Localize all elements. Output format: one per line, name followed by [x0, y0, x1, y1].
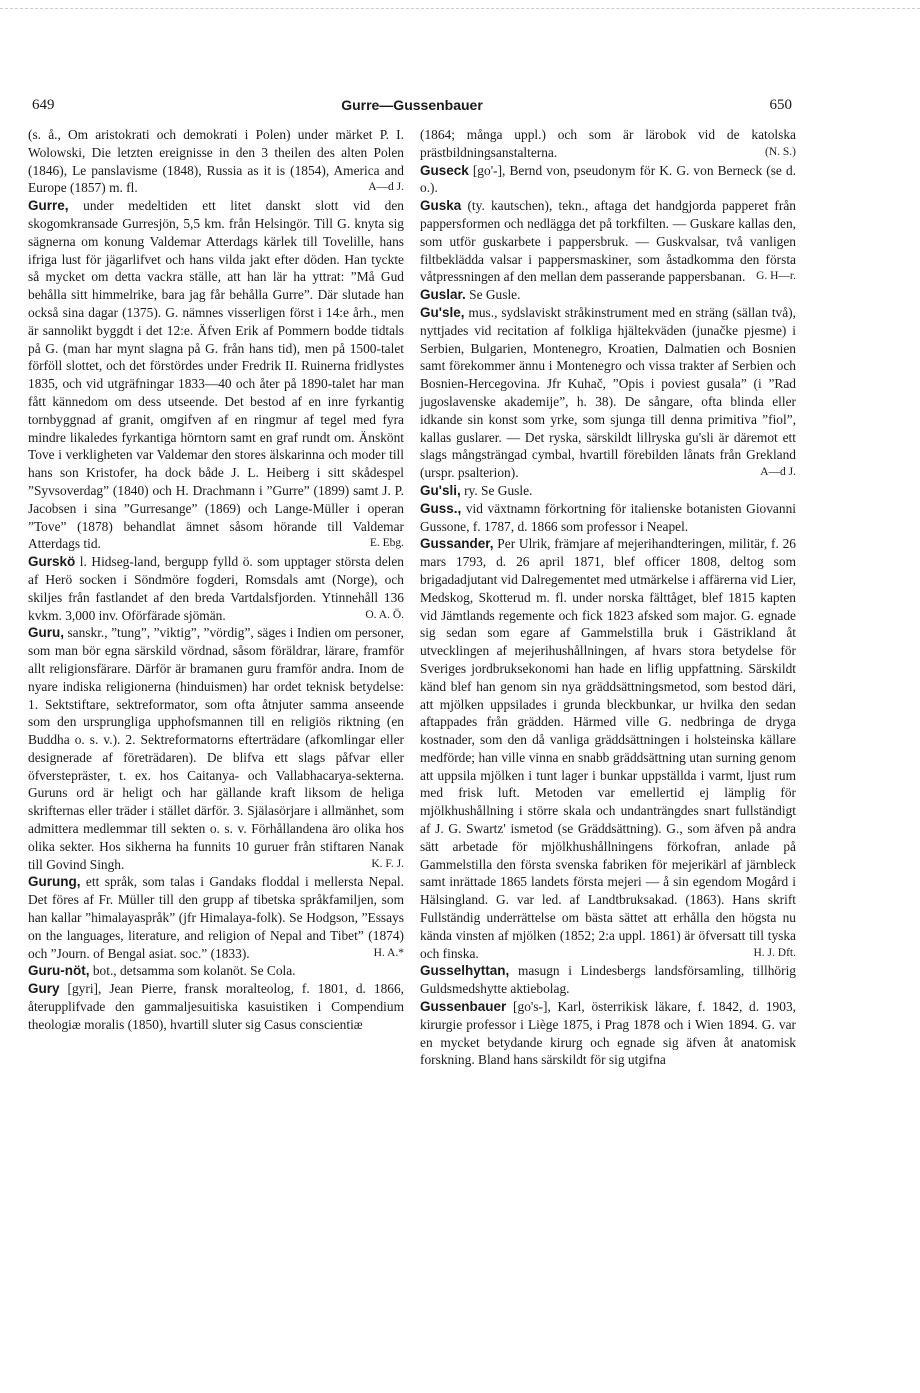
entry-headword: Gury — [28, 981, 60, 997]
entry-headword: Gurskö — [28, 554, 76, 570]
entry-text: [go'-], Bernd von, pseudonym för K. G. von Berneck (se d. o.). — [420, 162, 796, 196]
page-header — [32, 97, 792, 119]
dictionary-entry — [28, 980, 404, 1033]
entry-text: [go's-], Karl, österrikisk läkare, f. 1842, d. 1903, kirurgie professor i Liège 1875, i Prag 1878 och i Wien 1894. G. var en mycket betydande kirurg och egnade sig äfven åt anatomisk forskning. Bland hans särskildt för sig utgifna — [420, 999, 796, 1068]
dictionary-entry — [28, 962, 404, 980]
author-signature: K. F. J. — [371, 857, 404, 870]
dictionary-entry — [420, 962, 796, 998]
entry-headword: Guseck — [420, 162, 469, 178]
entry-text: sanskr., ”tung”, ”viktig”, ”vördig”, säges i Indien om personer, som man bör egna särskild vördnad, såsom föräldrar, lärare, framför allt religionsfärare. Därför är bramanen guru framför andra. Inom de nyare indiska religionerna (hinduismen) har ordet teknisk betydelse: 1. Sektstiftare, sektreformator, som ofta åtnjuter samma anseende som den ursprungliga upphofsmannen till en religiös riktning (en Buddha o. s. v.). 2. Sektreformatorns efterträdare (afkomlingar eller designerade af företrädaren). De blifva ett slags påfvar eller öfverstepräster, t. ex. hos Caitanya- och Vallabhacarya-sekterna. Guruns ord är heligt och har gällande kraft liksom de heliga skrifternas eller träder i stället därför. 3. Själasörjare i allmänhet, som admittera medlemmar till sekten o. s. v. Förhållandena äro olika hos olika sekter. Hos sikherna ha funnits 10 guruer från stiftaren Nanak till Govind Singh. — [28, 625, 404, 872]
left-column — [28, 126, 404, 1034]
entry-text: ry. Se Gusle. — [460, 482, 533, 498]
entry-text: Per Ulrik, främjare af mejerihandteringen, militär, f. 26 mars 1793, d. 26 april 1871, blef officer 1808, deltog som brigadadjutant vid Dalregementet med utmärkelse i affärerna vid Lier, Medskog, Skotterud m. fl. under norska fälttåget, blef 1815 kapten vid Jämtlands regemente och fick 1823 afsked som major. G. egnade sig sedan som egare af Gammelstilla bruk i Gästrikland åt utvecklingen af mejerihushållningen, af hvars stora betydelse för Sveriges jordbruksekonomi han hade en liflig uppfattning. Särskildt känd blef han genom sin nya gräddsättningsmetod, som bestod däri, att mjölken uppsilades i grunda bleckbunkar, ur hvilka den sedan aftappades från grädden. Härmed ville G. nedbringa de dryga kostnader, som den då vanliga gräddsättningen i holsteinska källare medförde; han ville vinna en snabb gräddsättning utan surning genom att uppsila mjölken i tunt lager i bunkar uppställda i varmt, ljust rum med frisk luft. Metoden var emellertid ej lämplig för mjölkhushållning i större skala och undanträngdes snart fullständigt af J. G. Swartz' ismetod (se Gräddsättning). G., som äfven på andra sätt arbetade för mjölkhushållningens förkofran, anlade på Gammelstilla den första svenska fabriken för mejerikärl af järnbleck samt inrättade 1865 landets första mejeri — å sin egendom Mogård i Hälsingland. G. var led. af Landtbruksakad. (1863). Hans skrift Fullständig underrättelse om bästa sättet att erhålla den högsta nu kända vinsten af mjölken (1852; 2:a uppl. 1861) är öfversatt till tyska och finska. — [420, 536, 796, 961]
entry-headword: Guru-nöt, — [28, 963, 90, 979]
entry-text: (ty. kautschen), tekn., aftaga det handgjorda papperet från pappersformen och nedlägga det på torkfilten. — Guskare kallas den, som utför guskarbete i pappersbruk. — Guskvalsar, två vanligen filtbeklädda valsar i pappersmaskiner, som åstadkomma den första våtpressningen af den mellan dem passerande pappersbanan. — [420, 198, 796, 285]
scan-edge-line — [0, 8, 920, 10]
entry-text: masugn i Lindesbergs landsförsamling, tillhörig Guldsmedshytte aktiebolag. — [420, 963, 796, 997]
entry-headword: Gu'sli, — [420, 482, 461, 498]
entry-headword: Gurung, — [28, 874, 81, 890]
dictionary-entry — [28, 197, 404, 553]
author-signature: G. H—r. — [756, 270, 796, 283]
dictionary-entry — [420, 162, 796, 198]
entry-headword: Guss., — [420, 500, 462, 516]
dictionary-entry — [28, 624, 404, 873]
dictionary-entry — [420, 197, 796, 286]
page-number-left: 649 — [32, 97, 55, 113]
entry-text: Se Gusle. — [465, 287, 521, 303]
entry-headword: Guska — [420, 198, 462, 214]
author-signature: A—d J. — [760, 466, 796, 479]
entry-text: mus., sydslaviskt stråkinstrument med en sträng (sällan två), nyttjades vid recitation af folkliga hjältekväden (junačke pjesme) i Serbien, Bulgarien, Montenegro, Kroatien, Dalmatien och Bosnien samt förekommer ännu i Montenegro och vissa trakter af Serbien och Bosnien-Hercegovina. Jfr Kuhač, ”Opis i poviest gusala” (i ”Rad jugoslavenske akademije”, h. 38). De sångare, ofta blinda eller idkande sin konst som yrke, som sjunga till denna primitiva ”fiol”, kallas guslarer. — Det ryska, särskildt lillryska gu'sli är däremot ett slags mångsträngad cymbal, hvartill förebilden lånats från Grekland (urspr. psalterion). — [420, 304, 796, 481]
entry-headword: Gurre, — [28, 198, 69, 214]
entry-text: under medeltiden ett litet danskt slott vid den skogomkransade Gurresjön, 5,5 km. från Helsingör. Till G. knyta sig sägnerna om konung Valdemar Atterdags kärlek till Tovelille, hans ifriga lust för jägarlifvet och hans vilda jakt efter döden. Han tyckte så mycket om detta vackra ställe, att han lär ha yttrat: ”Må Gud behålla sitt himmelrike, bara jag får behålla Gurre”. Där slutade han också sina dagar (1375). G. nämnes visserligen först i 14:e årh., men är sannolikt byggdt i det 12:e. Äfven Erik af Pommern bodde tidtals på G. (man har mynt slagna på G. från hans tid), men på 1500-talet förföll slottet, och det förstördes under Fredrik II. Ruinerna fridlystes 1835, och vid utgräfningar 1833—40 och åter på 1890-talet har man fått kännedom om dess utseende. Det bestod af en inre fyrkantig tornbyggnad af granit, omgifven af en ringmur af tegel med fyra mindre likaledes fyrkantiga hörntorn samt en graf rundt om. Änskönt Tove i verkligheten var Valdemar den stores älskarinna och moder till hans son Kristofer, ha dock både J. L. Heiberg i sitt skådespel ”Syvsoverdag” (1840) och H. Drachmann i ”Gurre” (1899) samt J. P. Jacobsen i sina ”Gurresange” (1869) och Lange-Müller i operan ”Tove” (1878) behandlat ämnet såsom hörande till Valdemar Atterdags tid. — [28, 198, 404, 552]
entry-text: vid växtnamn förkortning för italienske botanisten Giovanni Gussone, f. 1787, d. 1866 som professor i Neapel. — [420, 500, 796, 534]
right-column — [420, 126, 796, 1069]
author-signature: (N. S.) — [765, 145, 796, 158]
entry-headword: Gussander, — [420, 536, 494, 552]
author-signature: E. Ebg. — [369, 537, 404, 550]
entry-headword: Gussenbauer — [420, 999, 507, 1015]
dictionary-entry — [420, 304, 796, 482]
author-signature: A—d J. — [368, 181, 404, 194]
entry-headword: Gusselhyttan, — [420, 963, 510, 979]
author-signature: H. A.* — [373, 946, 404, 959]
entry-text: l. Hidseg-land, bergupp fylld ö. som upptager största delen af Herö socken i Söndmöre fogderi, Romsdals amt (Norge), och skiljes från fastlandet af den breda Vartdalsfjorden. Ytinnehåll 136 kvkm. 3,000 inv. Oförfärade sjömän. — [28, 554, 404, 623]
dictionary-entry — [420, 286, 796, 304]
dictionary-entry — [420, 500, 796, 536]
entry-text: [gyri], Jean Pierre, fransk moralteolog, f. 1801, d. 1866, återupplifvade den gammaljesuitiska kasuistiken i Compendium theologiæ moralis (1850), hvartill sluter sig Casus conscientiæ — [28, 981, 404, 1032]
entry-text: ett språk, som talas i Gandaks floddal i mellersta Nepal. Det föres af Fr. Müller till den grupp af tibetska språkfamiljen, som han kallar ”himalayaspråk” (jfr Himalaya-folk). Se Hodgson, ”Essays on the languages, literature, and religion of Nepal and Tibet” (1874) och ”Journ. of Bengal asiat. soc.” (1833). — [28, 874, 404, 961]
author-signature: H. J. Dft. — [753, 946, 796, 959]
entry-headword: Gu'sle, — [420, 304, 465, 320]
running-title: Gurre—Gussenbauer — [341, 97, 483, 113]
entry-headword: Guslar. — [420, 287, 466, 303]
dictionary-entry — [420, 535, 796, 962]
author-signature: O. A. Ö. — [365, 608, 404, 621]
entry-headword: Guru, — [28, 625, 64, 641]
dictionary-entry — [420, 482, 796, 500]
page-number-right: 650 — [769, 97, 792, 113]
dictionary-entry — [420, 998, 796, 1069]
entry-text: (1864; många uppl.) och som är lärobok vid de katolska prästbildningsanstalterna. — [420, 127, 796, 160]
entry-text: bot., detsamma som kolanöt. Se Cola. — [89, 963, 296, 979]
entry-text: (s. å., Om aristokrati och demokrati i Polen) under märket P. I. Wolowski, Die letzten ereignisse in den 3 theilen des alten Polen (1846), Le panslavisme (1848), Russia as it is (1854), America and Europe (1857) m. fl. — [28, 127, 404, 196]
